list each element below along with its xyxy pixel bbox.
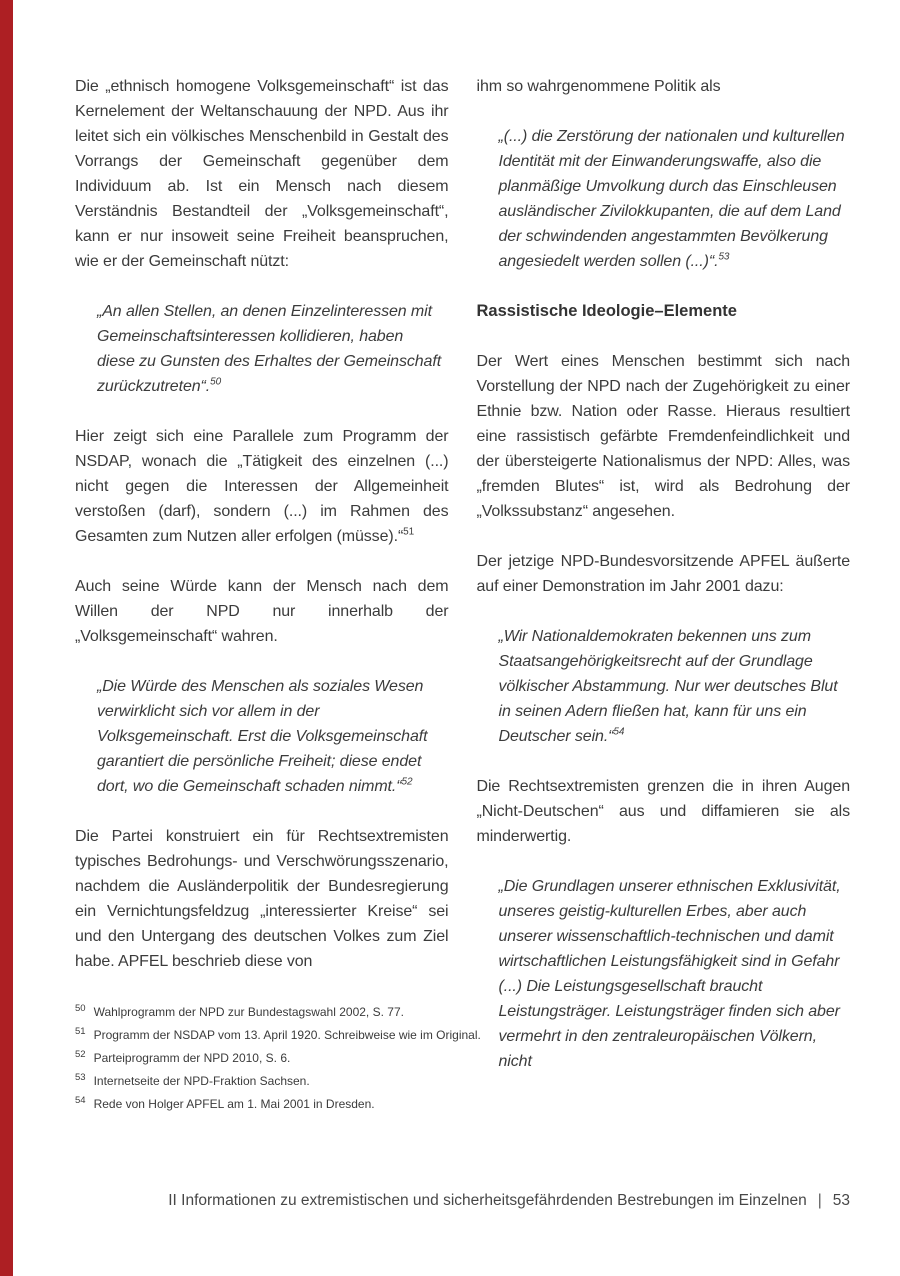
two-column-layout	[75, 74, 850, 1114]
page-number: 53	[832, 1192, 850, 1209]
quote-text: „Die Würde des Menschen als soziales Wesen verwirklicht sich vor allem in der Volksgemeinschaft. Erst die Volksgemeinschaft garantiert die persönliche Freiheit; diese endet dort, wo die Gemeinschaft schaden nimmt.“	[97, 678, 428, 795]
footnote-text: Rede von Holger APFEL am 1. Mai 2001 in Dresden.	[93, 1097, 375, 1111]
footer-section-title: II Informationen zu extremistischen und sicherheitsgefährdenden Bestrebungen im Einzelnen	[168, 1192, 807, 1209]
footnote-number: 53	[75, 1072, 86, 1083]
footnote-ref: 50	[210, 376, 222, 388]
paragraph-text: Auch seine Würde kann der Mensch nach dem Willen der NPD nur innerhalb der „Volksgemeinschaft“ wahren.	[75, 578, 449, 645]
footnote-text: Internetseite der NPD-Fraktion Sachsen.	[93, 1074, 310, 1088]
quote-text: „Wir Nationaldemokraten bekennen uns zum Staatsangehörigkeitsrecht auf der Grundlage völkischer Abstammung. Nur wer deutsches Blut in seinen Adern fließen hat, kann für uns ein Deutscher sein.“	[498, 628, 838, 745]
body-paragraph	[477, 774, 851, 849]
footnote-number: 51	[75, 1026, 86, 1037]
body-paragraph	[75, 824, 449, 974]
footnote-ref: 51	[403, 526, 415, 538]
footer-separator: |	[817, 1192, 822, 1209]
footnote-number: 54	[75, 1095, 86, 1106]
right-column	[477, 74, 851, 1114]
left-column	[75, 74, 481, 1114]
quote-text: „(...) die Zerstörung der nationalen und kulturellen Identität mit der Einwanderungswaffe, also die planmäßige Umvolkung durch das Einschleusen ausländischer Zivilokkupanten, die auf dem Land der schwindenden angestammten Bevölkerung angesiedelt werden sollen (...)“.	[498, 128, 845, 270]
footnote-ref: 52	[401, 776, 413, 788]
paragraph-text: ihm so wahrgenommene Politik als	[476, 78, 721, 95]
footnotes-list	[75, 999, 525, 1114]
footnote-item	[75, 1022, 525, 1045]
block-quote	[97, 674, 445, 799]
body-paragraph	[75, 74, 449, 274]
body-paragraph	[75, 574, 449, 649]
footnote-text: Programm der NSDAP vom 13. April 1920. Schreibweise wie im Original.	[93, 1028, 481, 1042]
footnote-ref: 54	[613, 726, 625, 738]
block-quote	[499, 124, 847, 274]
page-edge-accent-bar	[0, 0, 13, 1276]
paragraph-text: Der Wert eines Menschen bestimmt sich nach Vorstellung der NPD nach der Zugehörigkeit zu einer Ethnie bzw. Nation oder Rasse. Hieraus resultiert eine rassistisch gefärbte Fremdenfeindlichkeit und der übersteigerte Nationalismus der NPD: Alles, was „fremden Blutes“ ist, wird als Bedrohung der „Volkssubstanz“ angesehen.	[476, 353, 850, 520]
quote-text: „An allen Stellen, an denen Einzelinteressen mit Gemeinschaftsinteressen kollidieren, haben diese zu Gunsten des Erhaltes der Gemeinschaft zurückzutreten“.	[97, 303, 442, 395]
footnote-item	[75, 1068, 525, 1091]
footnote-number: 50	[75, 1003, 86, 1014]
block-quote	[97, 299, 445, 399]
paragraph-text: Die „ethnisch homogene Volksgemeinschaft“ ist das Kernelement der Weltanschauung der NPD. Aus ihr leitet sich ein völkisches Menschenbild in Gestalt des Vorrangs der Gemeinschaft gegenüber dem Individuum ab. Ist ein Mensch nach diesem Verständnis Bestandteil der „Volksgemeinschaft“, kann er nur insoweit seine Freiheit beanspruchen, wie er der Gemeinschaft nützt:	[75, 78, 449, 270]
section-heading: Rassistische Ideologie–Elemente	[476, 302, 737, 320]
body-paragraph	[477, 549, 851, 599]
body-paragraph	[477, 349, 851, 524]
paragraph-text: Die Partei konstruiert ein für Rechtsextremisten typisches Bedrohungs- und Verschwörungsszenario, nachdem die Ausländerpolitik der Bundesregierung ein Vernichtungsfeldzug „interessierter Kreise“ sei und den Untergang des deutschen Volkes zum Ziel habe. APFEL beschrieb diese von	[75, 828, 449, 970]
footnote-item	[75, 999, 525, 1022]
block-quote	[499, 874, 847, 1074]
footnote-text: Wahlprogramm der NPD zur Bundestagswahl 2002, S. 77.	[93, 1005, 404, 1019]
footnote-ref: 53	[718, 251, 730, 263]
page-footer	[168, 1190, 850, 1212]
footnote-number: 52	[75, 1049, 86, 1060]
block-quote	[499, 624, 847, 749]
paragraph-text: Der jetzige NPD-Bundesvorsitzende APFEL äußerte auf einer Demonstration im Jahr 2001 dazu:	[476, 553, 850, 595]
footnote-item	[75, 1045, 525, 1068]
footnote-item	[75, 1091, 525, 1114]
body-paragraph	[75, 424, 449, 549]
footnote-text: Parteiprogramm der NPD 2010, S. 6.	[93, 1051, 291, 1065]
quote-text: „Die Grundlagen unserer ethnischen Exklusivität, unseres geistig-kulturellen Erbes, aber auch unserer wissenschaftlich-technischen und damit wirtschaftlichen Leistungsfähigkeit sind in Gefahr (...) Die Leistungsgesellschaft braucht Leistungsträger. Leistungsträger finden sich aber vermehrt in den zentraleuropäischen Völkern, nicht	[498, 878, 841, 1070]
paragraph-text: Die Rechtsextremisten grenzen die in ihren Augen „Nicht-Deutschen“ aus und diffamieren sie als minderwertig.	[476, 778, 850, 845]
body-paragraph	[477, 74, 851, 99]
paragraph-text: Hier zeigt sich eine Parallele zum Programm der NSDAP, wonach die „Tätigkeit des einzelnen (...) nicht gegen die Interessen der Allgemeinheit verstoßen (darf), sondern (...) im Rahmen des Gesamten zum Nutzen aller erfolgen (müsse).“	[75, 428, 449, 545]
